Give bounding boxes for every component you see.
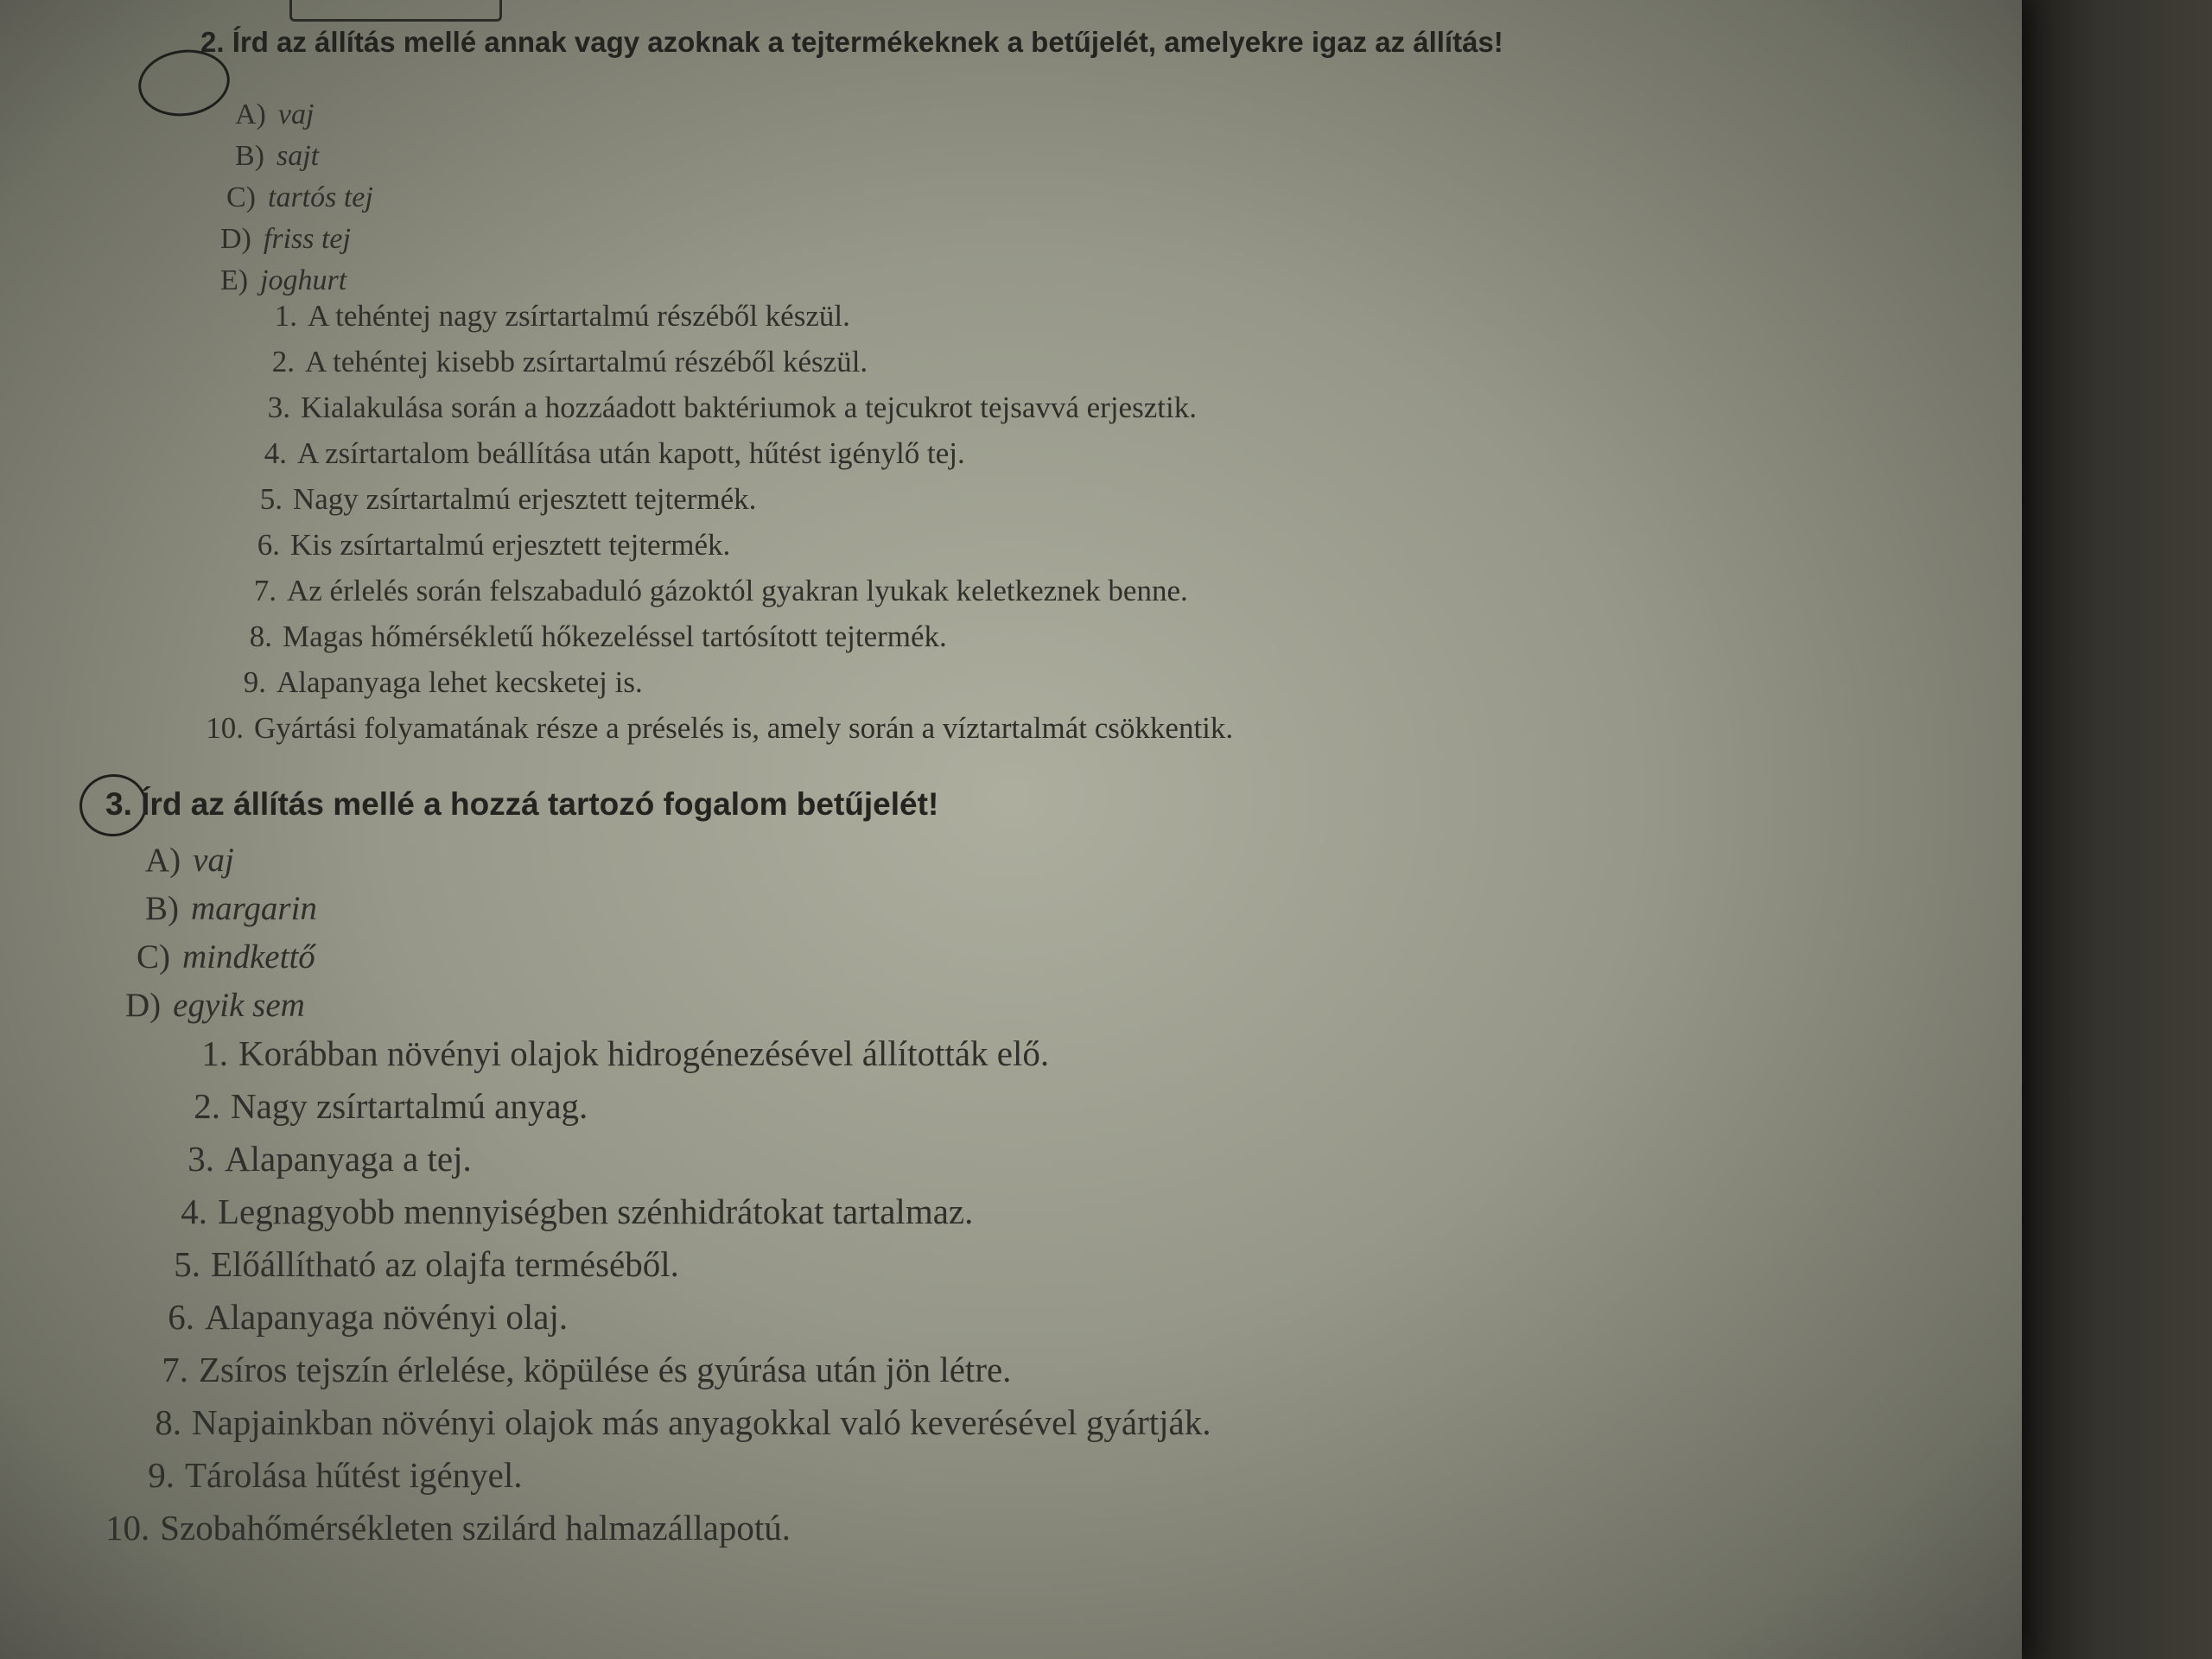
statement-text: A zsírtartalom beállítása után kapott, hűtést igénylő tej. [297, 436, 965, 470]
statement-number: 6. [257, 528, 280, 562]
statement-number: 6. [168, 1297, 194, 1337]
statement-text: Nagy zsírtartalmú erjesztett tejtermék. [293, 482, 757, 516]
statement-text: Előállítható az olajfa terméséből. [211, 1244, 679, 1284]
exercise-3-option-c [137, 938, 315, 976]
statement-number: 7. [253, 574, 276, 607]
exercise-2-statement-9 [228, 665, 643, 700]
exercise-3-statement-5 [157, 1243, 679, 1285]
exercise-3-option-b [145, 889, 317, 928]
exercise-2-option-e [220, 264, 346, 297]
statement-number: 9. [243, 665, 266, 699]
statement-text: Zsíros tejszín érlelése, köpülése és gyúrása után jön létre. [199, 1350, 1012, 1389]
statement-text: Magas hőmérsékletű hőkezeléssel tartósított tejtermék. [283, 620, 947, 653]
exercise-3-statement-8 [138, 1402, 1211, 1443]
top-tab-remnant [289, 0, 502, 22]
option-text: tartós tej [268, 181, 373, 213]
exercise-2-option-a [235, 99, 314, 131]
option-letter: B) [145, 890, 179, 927]
exercise-3-statement-6 [151, 1296, 568, 1338]
option-letter: D) [125, 987, 162, 1024]
option-text: egyik sem [173, 987, 305, 1024]
option-letter: C) [137, 938, 170, 976]
statement-text: Kialakulása során a hozzáadott baktériumok a tejcukrot tejsavvá erjesztik. [301, 391, 1197, 424]
exercise-3-heading [105, 786, 938, 823]
exercise-3-statement-7 [145, 1349, 1011, 1390]
statement-text: A tehéntej nagy zsírtartalmú részéből készül. [308, 299, 850, 333]
statement-number: 9. [148, 1455, 175, 1495]
option-letter: A) [145, 842, 181, 879]
exercise-3-statement-3 [171, 1138, 472, 1179]
statement-number: 8. [249, 620, 272, 653]
statement-number: 1. [201, 1033, 228, 1073]
statement-text: Napjainkban növényi olajok más anyagokkal való keverésével gyártják. [192, 1402, 1211, 1442]
option-text: margarin [191, 890, 317, 927]
exercise-3-option-a [145, 841, 234, 880]
statement-number: 3. [188, 1139, 214, 1179]
exercise-2-statement-3 [252, 391, 1197, 425]
option-text: vaj [277, 99, 315, 130]
statement-number: 8. [155, 1402, 181, 1442]
exercise-2-number: 2. [200, 26, 225, 58]
option-text: joghurt [260, 264, 347, 296]
statement-text: Alapanyaga lehet kecsketej is. [276, 665, 643, 699]
statement-number: 1. [274, 299, 297, 333]
exercise-3-number: 3. [105, 786, 132, 822]
option-letter: E) [220, 264, 249, 296]
statement-text: Alapanyaga növényi olaj. [205, 1297, 569, 1337]
exercise-2-option-d [220, 223, 351, 256]
statement-number: 2. [271, 345, 295, 378]
exercise-2-statement-2 [257, 345, 868, 379]
option-letter: C) [226, 181, 256, 213]
statement-text: Tárolása hűtést igényel. [185, 1455, 523, 1495]
option-letter: D) [220, 223, 251, 255]
book-spine-shadow [2022, 0, 2212, 1659]
option-letter: A) [235, 99, 266, 130]
statement-number: 7. [162, 1350, 188, 1389]
statement-text: Legnagyobb mennyiségben szénhidrátokat tartalmaz. [218, 1192, 974, 1231]
statement-text: Nagy zsírtartalmú anyag. [231, 1086, 588, 1126]
statement-text: Gyártási folyamatának része a préselés is, amely során a víztartalmát csökkentik. [254, 711, 1234, 745]
statement-text: Az érlelés során felszabaduló gázoktól gyakran lyukak keletkeznek benne. [287, 574, 1188, 607]
option-text: vaj [193, 842, 234, 879]
exercise-2-statement-10 [206, 711, 1233, 746]
exercise-3-instruction: Írd az állítás mellé a hozzá tartozó fogalom betűjelét! [141, 786, 939, 822]
exercise-2-option-c [226, 181, 373, 214]
statement-number: 10. [105, 1508, 150, 1548]
statement-number: 3. [267, 391, 290, 424]
statement-text: Korábban növényi olajok hidrogénezésével állították elő. [238, 1033, 1050, 1073]
exercise-3-statement-1 [185, 1033, 1049, 1074]
exercise-3-option-d [125, 986, 305, 1025]
statement-text: Alapanyaga a tej. [225, 1139, 472, 1179]
option-text: friss tej [263, 223, 351, 255]
statement-number: 2. [194, 1086, 220, 1126]
exercise-3-statement-10 [105, 1507, 791, 1548]
statement-text: A tehéntej kisebb zsírtartalmú részéből készül. [305, 345, 868, 378]
statement-number: 4. [264, 436, 287, 470]
statement-text: Kis zsírtartalmú erjesztett tejtermék. [290, 528, 731, 562]
exercise-2-statement-7 [238, 574, 1188, 608]
exercise-2-statement-8 [234, 620, 947, 654]
exercise-2-heading [200, 26, 1503, 59]
statement-text: Szobahőmérsékleten szilárd halmazállapotú. [160, 1508, 791, 1548]
exercise-3-statement-2 [177, 1085, 588, 1127]
option-text: sajt [276, 140, 320, 172]
exercise-2-instruction: Írd az állítás mellé annak vagy azoknak a tejtermékeknek a betűjelét, amelyekre igaz az állítás! [232, 26, 1503, 58]
exercise-2-statement-1 [259, 299, 850, 334]
statement-number: 5. [174, 1244, 200, 1284]
exercise-2-statement-4 [249, 436, 965, 471]
statement-number: 4. [181, 1192, 207, 1231]
statement-number: 5. [259, 482, 283, 516]
exercise-2-statement-6 [242, 528, 730, 563]
option-letter: B) [235, 140, 264, 172]
option-text: mindkettő [182, 938, 315, 976]
exercise-3-statement-4 [164, 1191, 973, 1232]
exercise-3-statement-9 [131, 1454, 523, 1496]
exercise-2-option-b [235, 140, 319, 173]
statement-number: 10. [206, 711, 244, 745]
exercise-2-statement-5 [245, 482, 756, 517]
